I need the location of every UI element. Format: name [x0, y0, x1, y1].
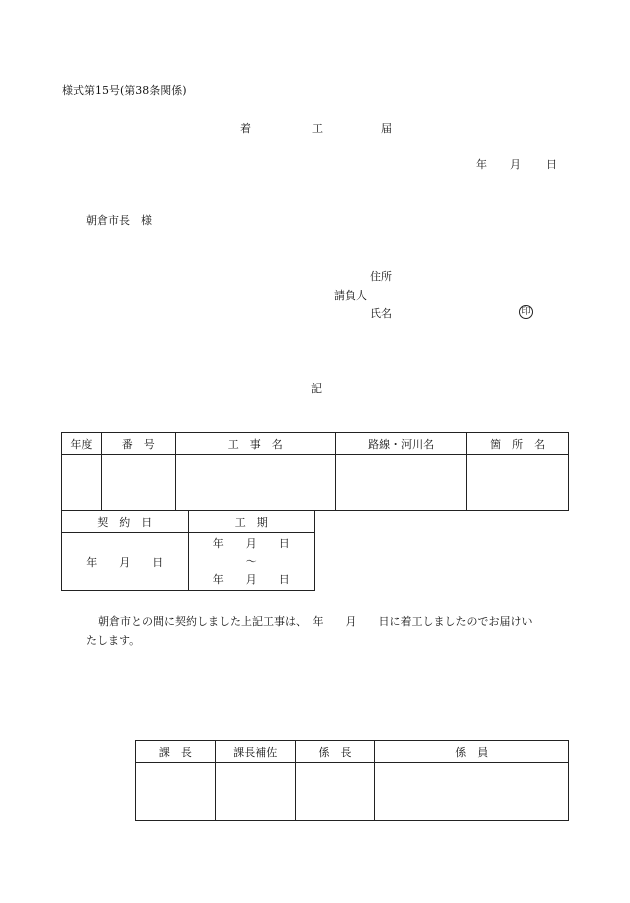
cell-project-name[interactable]: [175, 455, 335, 511]
cell-number[interactable]: [101, 455, 175, 511]
period-start: 年 月 日: [212, 536, 290, 550]
period-separator: 〜: [245, 554, 257, 568]
stamp-section-chief[interactable]: [136, 763, 216, 821]
period-end: 年 月 日: [212, 572, 290, 586]
cell-construction-period[interactable]: [188, 533, 315, 591]
ki-label: 記: [311, 382, 322, 395]
title-char-3: 届: [381, 122, 392, 135]
project-table: [61, 432, 569, 511]
date-day: 日: [546, 158, 557, 171]
name-label: 氏名: [370, 307, 392, 320]
form-number: 様式第15号(第38条関係): [62, 84, 187, 97]
contract-table: [61, 510, 315, 591]
header-staff: 係 員: [375, 741, 569, 763]
body-text-line1: 朝倉市との間に契約しました上記工事は、 年 月 日に着工しましたのでお届けい: [98, 615, 533, 628]
date-month: 月: [510, 158, 521, 171]
title-char-2: 工: [312, 122, 323, 135]
stamp-assistant-chief[interactable]: [215, 763, 295, 821]
address-label: 住所: [370, 270, 392, 283]
header-route-river-name: 路線・河川名: [335, 433, 466, 455]
cell-fiscal-year[interactable]: [62, 455, 102, 511]
approval-table: [135, 740, 569, 821]
seal-mark: 印: [519, 304, 533, 319]
cell-route-river-name[interactable]: [335, 455, 466, 511]
header-subsection-chief: 係 長: [295, 741, 375, 763]
cell-location-name[interactable]: [467, 455, 569, 511]
header-project-name: 工 事 名: [175, 433, 335, 455]
stamp-subsection-chief[interactable]: [295, 763, 375, 821]
header-number: 番 号: [101, 433, 175, 455]
header-assistant-chief: 課長補佐: [215, 741, 295, 763]
addressee: 朝倉市長 様: [86, 214, 152, 227]
header-section-chief: 課 長: [136, 741, 216, 763]
date-year: 年: [476, 158, 487, 171]
header-contract-date: 契 約 日: [62, 511, 189, 533]
header-location-name: 箇 所 名: [467, 433, 569, 455]
title-char-1: 着: [240, 122, 251, 135]
header-fiscal-year: 年度: [62, 433, 102, 455]
cell-contract-date[interactable]: 年 月 日: [62, 533, 189, 591]
stamp-staff[interactable]: [375, 763, 569, 821]
body-text-line2: たします。: [86, 634, 141, 647]
header-construction-period: 工 期: [188, 511, 315, 533]
contractor-role-label: 請負人: [334, 289, 367, 302]
